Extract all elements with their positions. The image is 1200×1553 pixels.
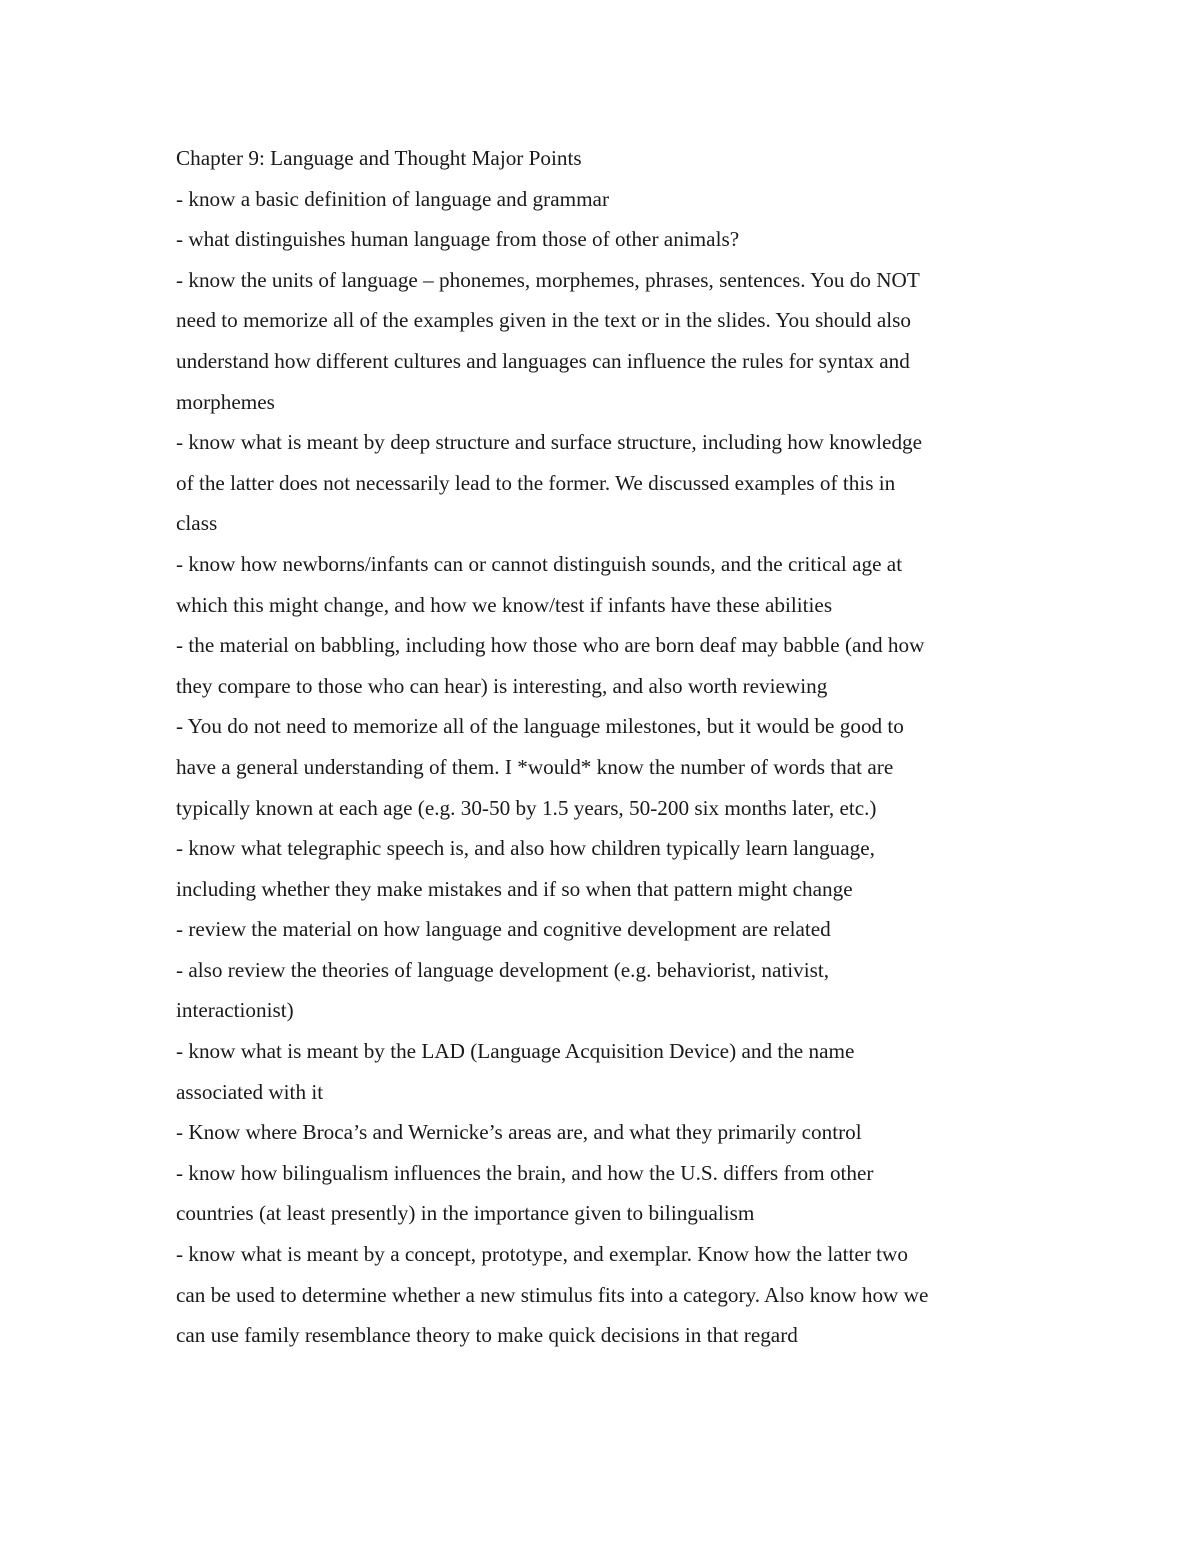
text-line: interactionist) xyxy=(176,998,294,1023)
text-line: morphemes xyxy=(176,389,275,414)
text-line: - what distinguishes human language from those of other animals? xyxy=(176,227,740,252)
text-line: have a general understanding of them. I *would* know the number of words that are xyxy=(176,754,894,779)
text-line: countries (at least presently) in the importance given to bilingualism xyxy=(176,1201,755,1226)
text-line: - know a basic definition of language and grammar xyxy=(176,186,610,211)
text-line: - know what is meant by the LAD (Language Acquisition Device) and the name xyxy=(176,1039,855,1064)
text-line: of the latter does not necessarily lead to the former. We discussed examples of this in xyxy=(176,470,896,495)
text-line: associated with it xyxy=(176,1079,324,1104)
text-line: - You do not need to memorize all of the language milestones, but it would be good to xyxy=(176,714,904,739)
text-line: need to memorize all of the examples given in the text or in the slides. You should also xyxy=(176,308,911,333)
text-line: including whether they make mistakes and if so when that pattern might change xyxy=(176,876,853,901)
text-line: can be used to determine whether a new stimulus fits into a category. Also know how we xyxy=(176,1282,929,1307)
text-line: - know the units of language – phonemes, morphemes, phrases, sentences. You do NOT xyxy=(176,267,920,292)
text-line: which this might change, and how we know/test if infants have these abilities xyxy=(176,592,833,617)
text-line: - also review the theories of language development (e.g. behaviorist, nativist, xyxy=(176,957,830,982)
text-line: - know how newborns/infants can or cannot distinguish sounds, and the critical age at xyxy=(176,551,903,576)
text-line: typically known at each age (e.g. 30-50 by 1.5 years, 50-200 six months later, etc.) xyxy=(176,795,877,820)
text-line: class xyxy=(176,511,218,536)
text-line: - know what is meant by a concept, prototype, and exemplar. Know how the latter two xyxy=(176,1242,908,1267)
document-body xyxy=(176,138,1036,1356)
text-line: - Know where Broca’s and Wernicke’s areas are, and what they primarily control xyxy=(176,1120,862,1145)
text-line: - know what is meant by deep structure and surface structure, including how knowledge xyxy=(176,430,923,455)
text-line: can use family resemblance theory to make quick decisions in that regard xyxy=(176,1323,798,1348)
text-line: - know how bilingualism influences the brain, and how the U.S. differs from other xyxy=(176,1160,874,1185)
document-title: Chapter 9: Language and Thought Major Points xyxy=(176,146,582,170)
text-line: - the material on babbling, including how those who are born deaf may babble (and how xyxy=(176,633,925,658)
text-line: - review the material on how language and cognitive development are related xyxy=(176,917,831,942)
text-line: they compare to those who can hear) is interesting, and also worth reviewing xyxy=(176,673,828,698)
text-line: - know what telegraphic speech is, and also how children typically learn language, xyxy=(176,836,875,861)
text-line: understand how different cultures and languages can influence the rules for syntax and xyxy=(176,348,910,373)
